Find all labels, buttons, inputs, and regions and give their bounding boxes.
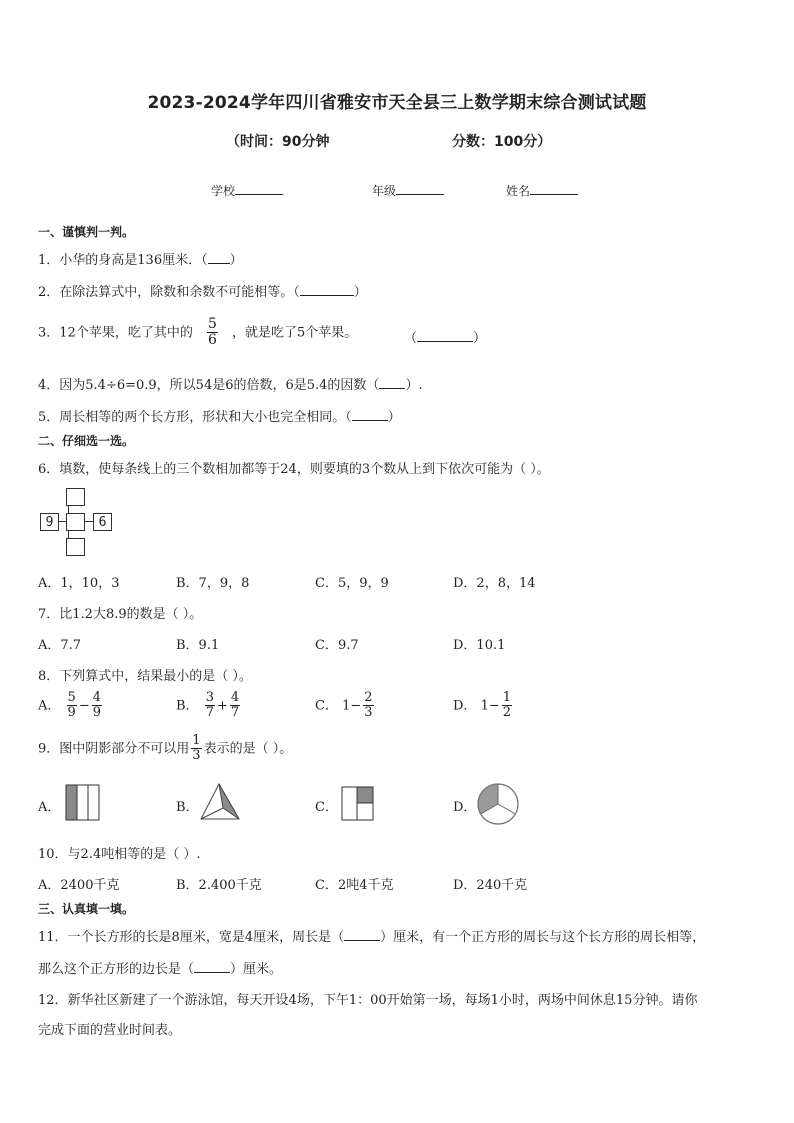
fraction-five-sixths	[207, 317, 218, 349]
grade-label: 年级	[372, 184, 397, 198]
answer-blank-5[interactable]	[352, 408, 388, 421]
question-1-end: ）	[229, 253, 243, 268]
section-3-heading: 三、认真填一填。	[38, 902, 135, 916]
question-9-text: 9．图中阴影部分不可以用	[38, 741, 190, 757]
option-label: C．	[315, 698, 338, 714]
question-11-text: 11．一个长方形的长是8厘米，宽是4厘米，周长是（	[38, 930, 345, 945]
fraction	[67, 691, 77, 721]
q6-option-a[interactable]: A．1，10，3	[38, 576, 120, 591]
question-9	[38, 734, 292, 764]
question-3-text: 3．12个苹果，吃了其中的	[38, 325, 193, 341]
q10-option-b[interactable]: B．2.400千克	[176, 878, 262, 893]
q9-shape-b-triangle[interactable]	[199, 782, 241, 822]
shaded-part	[357, 787, 373, 803]
denominator: 2	[502, 705, 512, 721]
numerator: 1	[502, 690, 512, 705]
q7-option-c[interactable]: C．9.7	[315, 638, 359, 653]
question-2-text: 2．在除法算式中，除数和余数不可能相等。（	[38, 285, 300, 300]
q7-option-d[interactable]: D．10.1	[453, 638, 506, 653]
name-field[interactable]	[506, 182, 578, 199]
question-4-text: 4．因为5.4÷6=0.9，所以54是6的倍数，6是5.4的因数（	[38, 378, 380, 393]
denominator: 3	[364, 705, 373, 721]
answer-blank-1[interactable]	[208, 251, 230, 264]
box-top[interactable]	[66, 488, 85, 506]
option-label: A．	[38, 698, 61, 714]
fraction	[205, 691, 215, 721]
exam-score: 分数：100分）	[452, 134, 552, 150]
q7-option-a[interactable]: A．7.7	[38, 638, 82, 653]
numerator: 5	[67, 690, 76, 705]
question-11-line-1	[38, 926, 705, 945]
q8-option-b[interactable]	[176, 691, 242, 721]
question-4-end: ）.	[405, 378, 423, 393]
fraction	[363, 691, 373, 721]
q8-option-a[interactable]	[38, 691, 104, 721]
q10-option-c[interactable]: C．2吨4千克	[315, 878, 394, 893]
question-12-line-2: 完成下面的营业时间表。	[38, 1023, 182, 1038]
question-4	[38, 374, 423, 393]
q9-option-a-label[interactable]: A．	[38, 800, 61, 815]
question-5	[38, 406, 401, 425]
paren-close: ）	[473, 331, 487, 346]
operator: −	[78, 698, 90, 714]
question-3	[38, 317, 357, 349]
question-11-text-cont: ）厘米，有一个正方形的周长与这个长方形的周长相等，	[380, 930, 706, 945]
answer-blank-11b[interactable]	[194, 960, 230, 973]
fraction-numerator: 5	[207, 316, 217, 332]
denominator: 7	[230, 705, 240, 721]
option-label: B．	[176, 698, 199, 714]
name-label: 姓名	[506, 184, 531, 198]
operator: +	[216, 698, 228, 714]
question-8: 8．下列算式中，结果最小的是（ ）。	[38, 669, 252, 684]
box-left: 9	[40, 513, 59, 531]
q9-shape-a-rectangle-thirds[interactable]	[65, 784, 101, 822]
answer-blank-2[interactable]	[300, 283, 354, 296]
answer-blank-4[interactable]	[379, 376, 405, 389]
section-2-heading: 二、仔细选一选。	[38, 434, 135, 448]
answer-blank-11a[interactable]	[344, 928, 380, 941]
q6-option-c[interactable]: C．5，9，9	[315, 576, 389, 591]
page-title: 2023-2024学年四川省雅安市天全县三上数学期末综合测试试题	[147, 93, 647, 113]
question-11-text-line2-end: ）厘米。	[230, 962, 283, 977]
q6-option-b[interactable]: B．7，9，8	[176, 576, 250, 591]
numerator: 2	[364, 690, 373, 705]
exam-time: （时间：90分钟	[226, 134, 330, 150]
question-1-text: 1．小华的身高是136厘米．（	[38, 253, 208, 268]
box-bottom[interactable]	[66, 538, 85, 556]
q10-option-d[interactable]: D．240千克	[453, 878, 528, 893]
fraction-one-third	[191, 734, 201, 764]
q6-option-d[interactable]: D．2，8，14	[453, 576, 536, 591]
question-9-text-post: 表示的是（ ）。	[203, 741, 293, 757]
q8-option-c[interactable]	[315, 691, 376, 721]
expression-prefix: 1−	[342, 698, 362, 714]
paren-open: （	[404, 331, 418, 346]
section-1-heading: 一、谨慎判一判。	[38, 225, 135, 239]
name-blank[interactable]	[530, 183, 578, 195]
denominator: 7	[205, 705, 214, 721]
question-7: 7．比1.2大8.9的数是（ ）。	[38, 607, 203, 622]
question-3-answer	[404, 327, 486, 346]
numerator: 1	[192, 733, 201, 748]
denominator: 9	[92, 705, 101, 721]
question-11-line-2	[38, 958, 282, 977]
q7-option-b[interactable]: B．9.1	[176, 638, 220, 653]
q10-option-a[interactable]: A．2400千克	[38, 878, 120, 893]
box-center[interactable]	[66, 513, 85, 531]
question-3-text-post: ，就是吃了5个苹果。	[232, 325, 358, 341]
numerator: 4	[230, 690, 240, 705]
answer-blank-3[interactable]	[417, 329, 473, 342]
question-10: 10．与2.4吨相等的是（ ）.	[38, 847, 201, 862]
numerator: 4	[92, 690, 101, 705]
question-6: 6．填数，使每条线上的三个数相加都等于24，则要填的3个数从上到下依次可能为（ ）。	[38, 462, 550, 477]
q9-option-c-label[interactable]: C．	[315, 800, 338, 815]
fraction	[92, 691, 102, 721]
fraction-denominator: 6	[207, 332, 217, 349]
numerator: 3	[205, 690, 214, 705]
q9-option-d-label[interactable]: D．	[453, 800, 477, 815]
denominator: 3	[192, 748, 201, 764]
shaded-part	[66, 785, 77, 820]
grade-field[interactable]	[372, 182, 444, 199]
question-11-text-line2: 那么这个正方形的边长是（	[38, 962, 195, 977]
grade-blank[interactable]	[396, 183, 444, 195]
question-2	[38, 281, 367, 300]
question-1	[38, 249, 243, 268]
question-12-line-1: 12．新华社区新建了一个游泳馆，每天开设4场，下午1：00开始第一场，每场1小时，两场中间休息15分钟。请你	[38, 993, 698, 1008]
school-blank[interactable]	[235, 183, 283, 195]
fraction	[230, 691, 240, 721]
q8-option-d[interactable]	[453, 691, 514, 721]
expression-prefix: 1−	[480, 698, 500, 714]
school-label: 学校	[211, 184, 236, 198]
question-5-end: ）	[387, 410, 401, 425]
option-label: D．	[453, 698, 477, 714]
q9-shape-c-square-quarters[interactable]	[341, 786, 375, 822]
school-field[interactable]	[211, 182, 283, 199]
q9-shape-d-circle-thirds[interactable]	[476, 782, 520, 826]
fraction	[502, 691, 512, 721]
box-right: 6	[93, 513, 112, 531]
question-2-end: ）	[353, 285, 367, 300]
q9-option-b-label[interactable]: B．	[176, 800, 199, 815]
denominator: 9	[67, 705, 76, 721]
question-5-text: 5．周长相等的两个长方形，形状和大小也完全相同。（	[38, 410, 352, 425]
